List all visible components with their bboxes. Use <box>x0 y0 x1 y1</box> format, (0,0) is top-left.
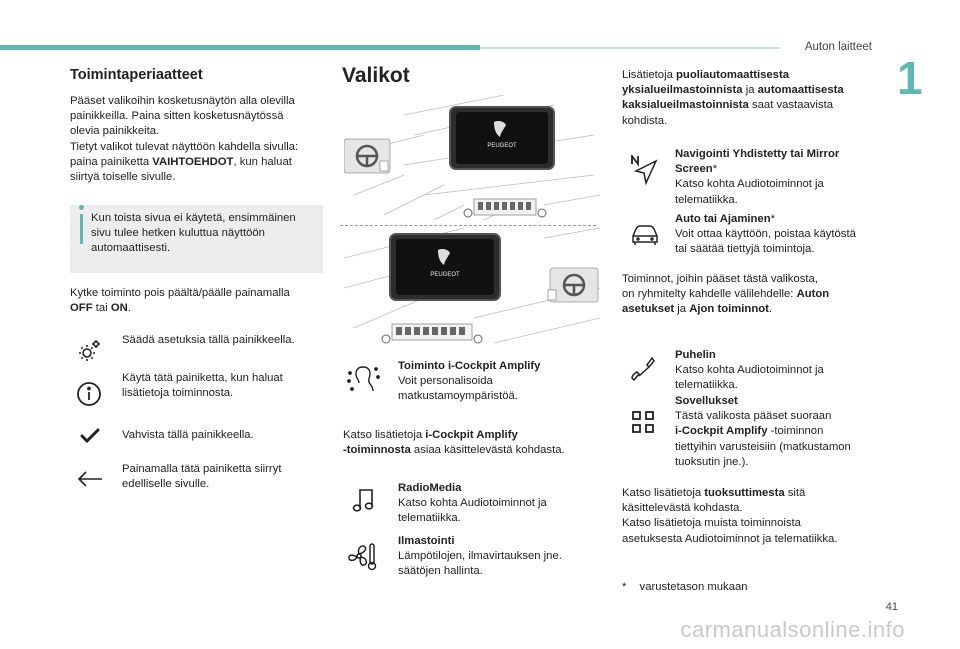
list-item-text: Vahvista tällä painikkeella. <box>122 429 254 441</box>
radio-line: telematiikka. <box>398 512 461 525</box>
keyword: Ajon toiminnot <box>689 303 769 316</box>
intro-line: siirtyä toiselle sivulle. <box>70 171 176 184</box>
tabs-line <box>622 302 882 317</box>
intro-line: Pääset valikoihin kosketusnäytön alla olevilla <box>70 95 295 107</box>
back-arrow-icon <box>76 470 104 488</box>
music-note-icon <box>352 486 376 514</box>
screen-brand-text: PEUGEOT <box>430 272 460 278</box>
title-text: Puhelin <box>675 349 716 361</box>
ref-line: kohdista. <box>622 114 668 127</box>
text-run: ja <box>674 303 690 316</box>
cockpit-illustration-top <box>344 95 600 230</box>
list-item-text: edelliselle sivulle. <box>122 478 210 491</box>
footnote <box>622 580 748 595</box>
text-run: paina painiketta <box>70 155 153 168</box>
keyword: Auton <box>796 288 830 301</box>
text-run: . <box>768 303 773 316</box>
climate-item <box>398 534 598 580</box>
section-heading-principles: Toimintaperiaatteet <box>70 67 203 83</box>
note-text <box>91 211 319 257</box>
phone-title <box>675 348 885 363</box>
footnote-marker: * <box>622 581 627 593</box>
car-title <box>675 212 885 227</box>
screen-brand-text: PEUGEOT <box>487 143 517 149</box>
radio-title <box>398 481 598 496</box>
apps-title <box>675 394 885 409</box>
apps-line: Tästä valikosta pääset suoraan <box>675 410 832 423</box>
navigation-arrow-icon <box>630 155 658 185</box>
list-item-text: Painamalla tätä painiketta siirryt <box>122 463 282 475</box>
apps-line: tiettyihin varusteisiin (matkustamon <box>675 440 851 453</box>
checkmark-icon <box>80 428 100 444</box>
section-heading-menus: Valikot <box>342 64 410 87</box>
keyword: automaattisesta <box>757 84 844 97</box>
title-text: Auto tai Ajaminen <box>675 213 771 225</box>
text-run: Lisätietoja <box>622 69 677 81</box>
fragrance-reference <box>622 486 884 547</box>
keyword: yksialueilmastoinnista <box>622 84 743 97</box>
text-run: Katso lisätietoja <box>622 487 705 499</box>
ref-line <box>622 68 882 83</box>
intro-paragraph <box>70 94 330 185</box>
climate-line: Lämpötilojen, ilmavirtauksen jne. <box>398 550 562 563</box>
note-marker-dot <box>79 205 84 210</box>
ref-line <box>622 83 882 98</box>
title-text: Ilmastointi <box>398 535 455 547</box>
text-run: -toiminnon <box>767 425 824 438</box>
watermark: carmanualsonline.info <box>680 616 905 642</box>
phone-line: Katso kohta Audiotoiminnot ja <box>675 364 824 377</box>
navigation-line: Katso kohta Audiotoiminnot ja <box>675 178 824 191</box>
apps-item <box>675 394 885 470</box>
keyword: kaksialueilmastoinnista <box>622 99 749 112</box>
car-line: Voit ottaa käyttöön, poistaa käytöstä <box>675 228 856 241</box>
function-keyword: -toiminnosta <box>343 444 411 457</box>
text-run: on ryhmitelty kahdelle välilehdelle: <box>622 288 797 301</box>
settings-gear-icon <box>76 338 102 364</box>
list-item-text: Käytä tätä painiketta, kun haluat <box>122 372 283 384</box>
list-item-back <box>122 462 322 492</box>
navigation-title <box>675 147 885 162</box>
text-run: ja <box>742 84 758 97</box>
cockpit-illustration-bottom <box>344 228 600 355</box>
keyword: tuoksuttimesta <box>704 487 785 499</box>
apps-line: tuoksutin jne.). <box>675 455 749 468</box>
apps-line <box>675 424 885 439</box>
climate-line: säätöjen hallinta. <box>398 565 483 578</box>
tabs-line: Toiminnot, joihin pääset tästä valikosta, <box>622 273 818 285</box>
amplify-title <box>398 359 598 374</box>
list-item-settings <box>122 333 322 348</box>
on-keyword: ON <box>110 302 128 315</box>
list-item-text: Säädä asetuksia tällä painikkeella. <box>122 334 295 346</box>
text-run: sitä <box>784 487 806 499</box>
phone-line: telematiikka. <box>675 379 738 392</box>
amplify-keyword: i-Cockpit Amplify <box>675 425 768 438</box>
radio-item <box>398 481 598 527</box>
footnote-marker: * <box>770 213 776 225</box>
ref-line: asetuksesta Audiotoiminnot ja telematiikka. <box>622 532 838 545</box>
phone-icon <box>630 356 656 382</box>
title-text: Toiminto i-Cockpit Amplify <box>398 360 541 372</box>
ref-line: käsittelevästä kohdasta. <box>622 502 743 515</box>
page-number: 41 <box>885 601 898 613</box>
phone-item <box>675 348 885 394</box>
note-marker-bar <box>80 214 83 244</box>
off-keyword: OFF <box>70 302 93 315</box>
list-item-text: lisätietoja toiminnosta. <box>122 387 234 400</box>
chapter-number: 1 <box>897 52 923 104</box>
amplify-line: matkustamoympäristöä. <box>398 390 518 403</box>
navigation-item <box>675 147 885 208</box>
climate-reference <box>622 68 882 129</box>
car-item <box>675 212 885 258</box>
ref-line <box>622 98 882 113</box>
tabs-paragraph <box>622 272 882 318</box>
keyword: asetukset <box>622 303 675 316</box>
text-run: tai <box>92 302 111 315</box>
title-text: Sovellukset <box>675 395 738 407</box>
text-run: saat vastaavista <box>748 99 833 112</box>
ref-line: Katso lisätietoja muista toiminnoista <box>622 517 801 530</box>
ref-line <box>343 443 598 458</box>
navigation-title <box>675 162 885 177</box>
title-text: Navigointi Yhdistetty tai Mirror <box>675 148 840 160</box>
footnote-marker: * <box>712 163 718 176</box>
ref-line <box>622 486 884 501</box>
note-line: sivu tulee hetken kuluttua näyttöön <box>91 227 265 240</box>
footnote-text: varustetason mukaan <box>639 581 748 593</box>
header-accent-line <box>480 47 780 49</box>
car-icon <box>630 224 660 246</box>
title-text: Screen <box>675 163 713 176</box>
illustration-divider <box>340 225 596 226</box>
navigation-line: telematiikka. <box>675 193 738 206</box>
intro-line <box>70 155 330 170</box>
keyword: puoliautomaattisesta <box>676 69 790 81</box>
list-item-confirm <box>122 428 322 443</box>
ref-line <box>343 428 598 443</box>
text-run: asiaa käsittelevästä kohdasta. <box>410 444 565 457</box>
intro-line: painikkeilla. Paina sitten kosketusnäytössä <box>70 110 284 123</box>
chapter-title: Auton laitteet <box>804 41 872 53</box>
apps-grid-icon <box>631 410 655 434</box>
amplify-person-icon <box>346 363 380 395</box>
header-accent-bar <box>0 45 480 50</box>
radio-line: Katso kohta Audiotoiminnot ja <box>398 497 547 510</box>
amplify-reference <box>343 428 598 458</box>
amplify-line: Voit personalisoida <box>398 375 493 388</box>
amplify-keyword: i-Cockpit Amplify <box>425 429 518 441</box>
climate-fan-icon <box>348 540 378 572</box>
options-keyword: VAIHTOEHDOT <box>152 155 234 168</box>
title-text: RadioMedia <box>398 482 462 494</box>
text-run: . <box>127 302 131 315</box>
tabs-line <box>622 287 882 302</box>
list-item-info <box>122 371 322 401</box>
note-line: Kun toista sivua ei käytetä, ensimmäinen <box>91 212 296 224</box>
onoff-paragraph <box>70 286 330 316</box>
note-line: automaattisesti. <box>91 242 171 255</box>
intro-line: Tietyt valikot tulevat näyttöön kahdella sivulla: <box>70 140 299 153</box>
onoff-line: Kytke toiminto pois päältä/päälle painamalla <box>70 287 290 299</box>
text-run: Katso lisätietoja <box>343 429 426 441</box>
car-line: tai säätää tiettyjä toimintoja. <box>675 243 815 256</box>
climate-title <box>398 534 598 549</box>
info-icon <box>76 381 102 407</box>
intro-line: olevia painikkeita. <box>70 125 160 138</box>
text-run: , kun haluat <box>233 155 292 168</box>
onoff-line <box>70 301 330 316</box>
amplify-item <box>398 359 598 405</box>
